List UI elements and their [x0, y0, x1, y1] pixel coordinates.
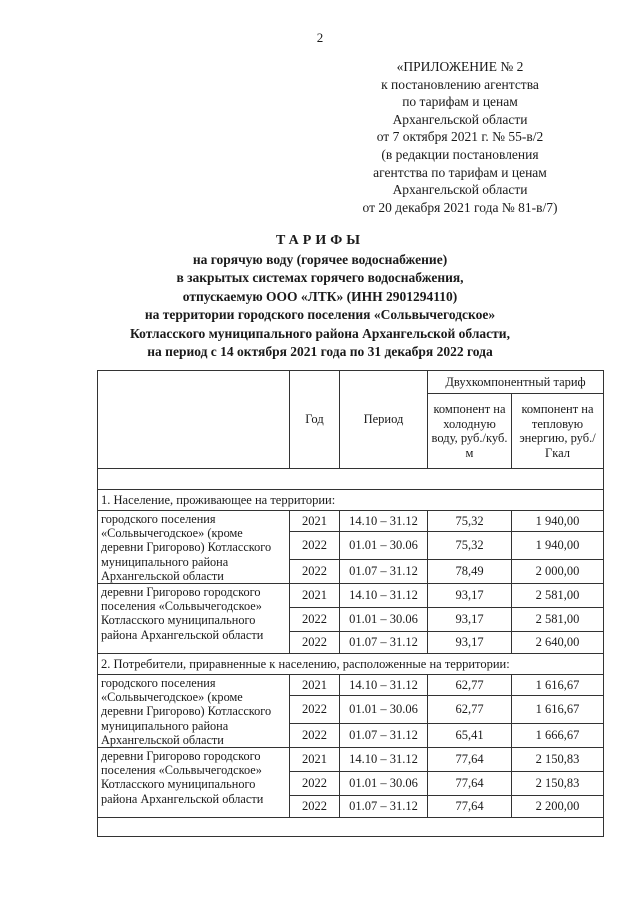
thermal-value: 2 150,83 — [512, 772, 604, 796]
title-line: на горячую воду (горячее водоснабжение) — [192, 251, 448, 267]
appendix-line: Архангельской области — [392, 182, 528, 198]
header-two-component: Двухкомпонентный тариф — [428, 371, 604, 394]
year-cell: 2021 — [290, 511, 340, 532]
thermal-value: 1 940,00 — [512, 511, 604, 532]
cold-water-value: 78,49 — [428, 560, 512, 584]
thermal-value: 2 000,00 — [512, 560, 604, 584]
header-period: Период — [340, 371, 428, 469]
document-title — [0, 232, 640, 362]
thermal-value: 1 940,00 — [512, 532, 604, 560]
title-line: на период с 14 октября 2021 года по 31 декабря 2022 года — [147, 344, 493, 359]
cold-water-value: 77,64 — [428, 748, 512, 772]
period-cell: 01.01 – 30.06 — [340, 696, 428, 724]
period-cell: 01.07 – 31.12 — [340, 796, 428, 818]
title-line: на территории городского поселения «Сольвычегодское» — [144, 307, 496, 322]
period-cell: 01.01 – 30.06 — [340, 532, 428, 560]
section-title: 2. Потребители, приравненные к населению, расположенные на территории: — [98, 654, 604, 675]
spacer-row — [98, 469, 604, 490]
header-year: Год — [290, 371, 340, 469]
place-cell: деревни Григорово городского поселения «Сольвычегодское» Котласского муниципального района Архангельской области — [98, 748, 290, 818]
section-title: 1. Население, проживающее на территории: — [98, 490, 604, 511]
header-cold-water: компонент на холодную воду, руб./куб. м — [428, 394, 512, 469]
period-cell: 01.07 – 31.12 — [340, 632, 428, 654]
appendix-line: к постановлению агентства — [381, 76, 539, 92]
cold-water-value: 65,41 — [428, 724, 512, 748]
title-line: отпускаемую ООО «ЛТК» (ИНН 2901294110) — [182, 288, 458, 304]
year-cell: 2022 — [290, 696, 340, 724]
cold-water-value: 62,77 — [428, 675, 512, 696]
period-cell: 01.01 – 30.06 — [340, 772, 428, 796]
place-cell: городского поселения «Сольвычегодское» (кроме деревни Григорово) Котласского муниципального района Архангельской области — [98, 511, 290, 584]
year-cell: 2022 — [290, 772, 340, 796]
title-line: в закрытых системах горячего водоснабжения, — [176, 270, 464, 285]
appendix-line: по тарифам и ценам — [402, 94, 518, 110]
period-cell: 01.01 – 30.06 — [340, 608, 428, 632]
thermal-value: 2 150,83 — [512, 748, 604, 772]
cold-water-value: 75,32 — [428, 532, 512, 560]
period-cell: 14.10 – 31.12 — [340, 675, 428, 696]
thermal-value: 2 640,00 — [512, 632, 604, 654]
thermal-value: 2 200,00 — [512, 796, 604, 818]
cold-water-value: 77,64 — [428, 796, 512, 818]
cold-water-value: 93,17 — [428, 632, 512, 654]
appendix-line: (в редакции постановления — [381, 146, 539, 162]
table-bottom-spacer — [98, 818, 604, 837]
cold-water-value: 93,17 — [428, 584, 512, 608]
cold-water-value: 75,32 — [428, 511, 512, 532]
year-cell: 2022 — [290, 560, 340, 584]
year-cell: 2022 — [290, 532, 340, 560]
tariff-table — [97, 370, 604, 837]
appendix-line: агентства по тарифам и ценам — [373, 164, 547, 180]
thermal-value: 2 581,00 — [512, 584, 604, 608]
year-cell: 2021 — [290, 675, 340, 696]
year-cell: 2021 — [290, 748, 340, 772]
header-place — [98, 371, 290, 469]
appendix-block — [330, 58, 590, 216]
period-cell: 14.10 – 31.12 — [340, 584, 428, 608]
period-cell: 01.07 – 31.12 — [340, 724, 428, 748]
thermal-value: 1 666,67 — [512, 724, 604, 748]
appendix-line: от 7 октября 2021 г. № 55-в/2 — [376, 129, 544, 145]
year-cell: 2022 — [290, 632, 340, 654]
period-cell: 01.07 – 31.12 — [340, 560, 428, 584]
year-cell: 2022 — [290, 796, 340, 818]
year-cell: 2022 — [290, 608, 340, 632]
title-line: Котласского муниципального района Архангельской области, — [130, 325, 510, 341]
appendix-line: Архангельской области — [392, 111, 528, 127]
thermal-value: 1 616,67 — [512, 696, 604, 724]
cold-water-value: 62,77 — [428, 696, 512, 724]
title-heading: ТАРИФЫ — [276, 233, 364, 248]
year-cell: 2022 — [290, 724, 340, 748]
period-cell: 14.10 – 31.12 — [340, 748, 428, 772]
place-cell: деревни Григорово городского поселения «Сольвычегодское» Котласского муниципального района Архангельской области — [98, 584, 290, 654]
appendix-line: от 20 декабря 2021 года № 81-в/7) — [362, 199, 558, 215]
thermal-value: 2 581,00 — [512, 608, 604, 632]
cold-water-value: 77,64 — [428, 772, 512, 796]
period-cell: 14.10 – 31.12 — [340, 511, 428, 532]
thermal-value: 1 616,67 — [512, 675, 604, 696]
appendix-line: «ПРИЛОЖЕНИЕ № 2 — [396, 59, 524, 74]
place-cell: городского поселения «Сольвычегодское» (кроме деревни Григорово) Котласского муниципального района Архангельской области — [98, 675, 290, 748]
year-cell: 2021 — [290, 584, 340, 608]
cold-water-value: 93,17 — [428, 608, 512, 632]
header-thermal-energy: компонент на тепловую энергию, руб./Гкал — [512, 394, 604, 469]
page-number: 2 — [316, 30, 324, 45]
